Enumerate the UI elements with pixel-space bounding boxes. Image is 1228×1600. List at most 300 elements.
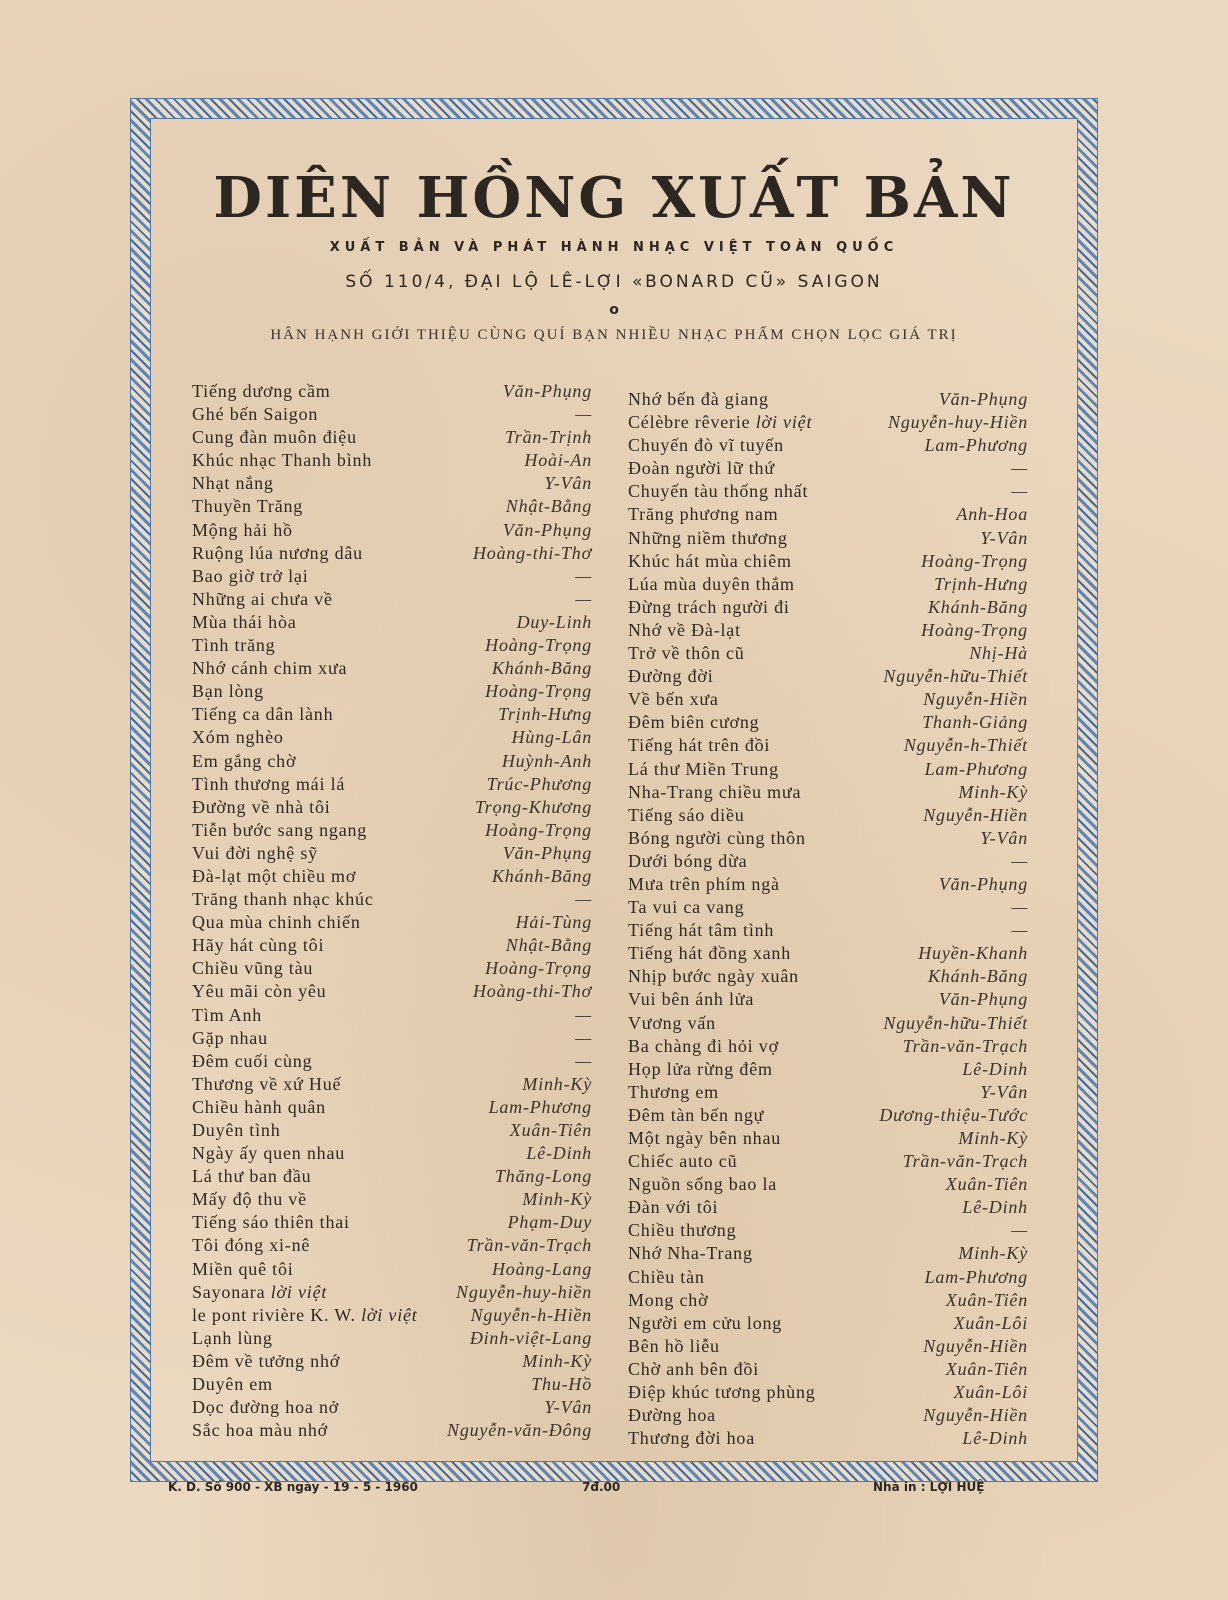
song-title-text: Tiếng sáo thiên thai: [192, 1212, 350, 1233]
song-title: [628, 1312, 782, 1335]
song-title-text: Ruộng lúa nương dâu: [192, 542, 363, 563]
song-row: [628, 965, 1028, 988]
song-title: [628, 1427, 755, 1450]
song-title: [192, 1373, 273, 1396]
song-title: [628, 850, 747, 873]
song-row: [192, 1327, 592, 1350]
composer-name: Trịnh-Hưng: [498, 704, 592, 725]
song-title-text: Nhịp bước ngày xuân: [628, 966, 799, 987]
song-list-right: [628, 388, 1028, 1450]
song-title-text: Mộng hải hồ: [192, 519, 293, 540]
song-title-text: Mong chờ: [628, 1289, 709, 1310]
composer-name: Minh-Kỳ: [522, 1189, 592, 1210]
song-title: [192, 680, 264, 703]
song-title: [192, 1419, 328, 1442]
song-row: [628, 1150, 1028, 1173]
composer-name: Y-Vân: [544, 1397, 592, 1418]
song-title-text: le pont rivière K. W.: [192, 1304, 356, 1325]
composer-name: Trọng-Khương: [474, 796, 592, 817]
composer-name: Xuân-Lôi: [953, 1382, 1028, 1403]
composer-name: Nhật-Bằng: [505, 935, 592, 956]
song-title: [192, 449, 372, 472]
song-title-text: Thuyền Trăng: [192, 496, 304, 517]
song-title: [628, 503, 778, 526]
composer-name: Hoàng-Trọng: [921, 619, 1028, 640]
song-title-text: Trăng thanh nhạc khúc: [192, 889, 374, 910]
song-title: [628, 573, 795, 596]
song-title: [192, 911, 361, 934]
composer-name: —: [575, 1027, 592, 1048]
song-title-text: Lúa mùa duyên thắm: [628, 573, 795, 594]
song-title-text: Chiếc auto cũ: [628, 1151, 738, 1172]
song-title: [628, 480, 808, 503]
song-row: [628, 573, 1028, 596]
song-title-text: Lá thư ban đầu: [192, 1166, 312, 1187]
song-title-text: Vui đời nghệ sỹ: [192, 842, 318, 863]
composer-name: Xuân-Tiên: [945, 1358, 1028, 1379]
song-title-text: Dọc đường hoa nở: [192, 1397, 340, 1418]
song-title-text: Tiễn bước sang ngang: [192, 819, 368, 840]
composer-name: Nguyễn-hữu-Thiết: [883, 666, 1028, 687]
composer-name: Hoàng-Trọng: [921, 550, 1028, 571]
song-row: [192, 703, 592, 726]
song-title-text: Em gắng chờ: [192, 750, 297, 771]
song-title: [192, 1142, 345, 1165]
song-title-text: Ghé bến Saigon: [192, 404, 319, 425]
song-row: [192, 1258, 592, 1281]
composer-name: Nguyễn-h-Hiền: [470, 1304, 592, 1325]
song-title: [192, 657, 347, 680]
song-row: [192, 911, 592, 934]
lyrics-note: lời việt: [755, 412, 813, 433]
song-row: [628, 1173, 1028, 1196]
song-row: [628, 434, 1028, 457]
song-row: [192, 1234, 592, 1257]
song-title: [192, 403, 318, 426]
song-title: [192, 611, 297, 634]
song-title-text: Tiếng dương cầm: [192, 381, 331, 401]
composer-name: Xuân-Tiên: [509, 1120, 592, 1140]
song-title-text: Những niềm thương: [628, 527, 788, 548]
song-title-text: Đường đời: [628, 666, 714, 687]
song-title: [628, 642, 745, 665]
song-row: [192, 865, 592, 888]
song-row: [192, 519, 592, 542]
song-title-text: Mưa trên phím ngà: [628, 873, 780, 894]
song-title-text: Tìm Anh: [192, 1004, 263, 1025]
song-title: [192, 703, 333, 726]
song-title: [192, 957, 313, 980]
song-title-text: Mấy độ thu về: [192, 1189, 307, 1210]
song-title-text: Một ngày bên nhau: [628, 1128, 782, 1148]
song-title: [192, 888, 374, 911]
song-title-text: Đoàn người lữ thứ: [628, 458, 775, 479]
song-title-text: Tiếng sáo diều: [628, 804, 745, 825]
song-title-text: Trở về thôn cũ: [628, 643, 745, 664]
song-title-text: Đường về nhà tôi: [192, 796, 331, 817]
composer-name: Minh-Kỳ: [958, 1128, 1028, 1148]
song-title-text: Đà-lạt một chiều mơ: [192, 865, 357, 886]
song-row: [192, 495, 592, 518]
license-number: K. D. Số 900 - XB ngày - 19 - 5 - 1960: [168, 1480, 418, 1494]
song-title: [192, 1350, 340, 1373]
song-title-text: Chiều vũng tàu: [192, 958, 314, 979]
song-title-text: Vương vấn: [628, 1012, 716, 1033]
song-row: [628, 1219, 1028, 1242]
song-row: [628, 503, 1028, 526]
song-row: [628, 1012, 1028, 1035]
song-title-text: Đêm tàn bến ngự: [628, 1104, 765, 1125]
song-title-text: Điệp khúc tương phùng: [628, 1382, 816, 1403]
song-title: [628, 1173, 777, 1196]
song-row: [628, 711, 1028, 734]
song-title-text: Tình trăng: [192, 635, 276, 656]
song-row: [628, 411, 1028, 434]
song-title-text: Thương em: [628, 1081, 719, 1102]
song-row: [628, 1312, 1028, 1335]
song-title: [628, 1289, 708, 1312]
song-title-text: Duyên tình: [192, 1120, 281, 1140]
song-row: [628, 665, 1028, 688]
song-row: [628, 1035, 1028, 1058]
song-title-text: Célèbre rêverie: [628, 412, 751, 433]
composer-name: Huyền-Khanh: [918, 943, 1028, 964]
song-title-text: Nhớ về Đà-lạt: [628, 619, 741, 640]
song-title: [192, 1396, 339, 1419]
song-title: [628, 1266, 705, 1289]
song-row: [192, 819, 592, 842]
composer-name: Hùng-Lân: [511, 727, 592, 748]
song-title-text: Đêm về tưởng nhớ: [192, 1350, 341, 1371]
song-row: [628, 988, 1028, 1011]
song-title: [192, 565, 309, 588]
song-title: [192, 726, 284, 749]
composer-name: Trịnh-Hưng: [934, 573, 1028, 594]
song-title-text: Gặp nhau: [192, 1027, 268, 1048]
song-row: [628, 388, 1028, 411]
song-row: [628, 457, 1028, 480]
song-title: [628, 619, 741, 642]
song-row: [628, 873, 1028, 896]
composer-name: Anh-Hoa: [956, 504, 1028, 525]
song-title-text: Nhớ cánh chim xưa: [192, 658, 348, 679]
song-row: [192, 1050, 592, 1073]
song-row: [192, 888, 592, 911]
song-title: [192, 980, 326, 1003]
song-title: [628, 1404, 716, 1427]
song-title-text: Mùa thái hòa: [192, 611, 297, 632]
composer-name: Nguyễn-Hiền: [923, 1405, 1028, 1426]
composer-name: Khánh-Băng: [928, 966, 1028, 987]
composer-name: —: [575, 1050, 592, 1071]
composer-name: Minh-Kỳ: [958, 781, 1028, 802]
composer-name: Hoàng-Trọng: [485, 958, 592, 979]
song-title: [628, 781, 801, 804]
song-title: [192, 1281, 327, 1304]
song-title-text: Bao giờ trở lại: [192, 565, 309, 586]
song-title-text: Yêu mãi còn yêu: [192, 981, 327, 1002]
song-row: [192, 1142, 592, 1165]
song-title: [192, 842, 318, 865]
song-title: [628, 1219, 736, 1242]
song-row: [192, 773, 592, 796]
song-title: [628, 550, 792, 573]
song-row: [192, 588, 592, 611]
song-row: [192, 403, 592, 426]
song-title-text: Trăng phương nam: [628, 504, 779, 525]
song-row: [628, 1127, 1028, 1150]
price: 7đ.00: [582, 1480, 621, 1494]
song-row: [628, 827, 1028, 850]
song-title-text: Thương đời hoa: [628, 1428, 755, 1449]
song-row: [628, 1196, 1028, 1219]
song-row: [192, 934, 592, 957]
song-title-text: Ba chàng đi hỏi vợ: [628, 1035, 779, 1056]
song-row: [192, 1373, 592, 1396]
composer-name: Trần-văn-Trạch: [902, 1151, 1028, 1172]
song-title-text: Đêm biên cương: [628, 712, 760, 733]
song-title-text: Chiều thương: [628, 1220, 737, 1241]
song-title: [192, 1234, 310, 1257]
song-title: [192, 588, 333, 611]
song-title-text: Tôi đóng xi-nê: [192, 1235, 311, 1256]
composer-name: Nhật-Bằng: [505, 496, 592, 517]
song-row: [628, 850, 1028, 873]
composer-name: Lam-Phương: [924, 758, 1028, 779]
composer-name: Phạm-Duy: [507, 1212, 592, 1233]
song-title-text: Ta vui ca vang: [628, 897, 745, 918]
composer-name: Duy-Linh: [516, 611, 592, 632]
song-title-text: Thương về xứ Huế: [192, 1073, 342, 1094]
lyrics-note: lời việt: [361, 1304, 418, 1325]
song-title-text: Cung đàn muôn điệu: [192, 427, 357, 448]
song-row: [628, 1358, 1028, 1381]
song-row: [628, 1266, 1028, 1289]
composer-name: Xuân-Tiên: [945, 1174, 1028, 1195]
composer-name: Hoài-An: [524, 450, 592, 471]
song-title-text: Tiếng ca dân lành: [192, 704, 334, 725]
song-row: [192, 1073, 592, 1096]
composer-name: —: [1011, 920, 1028, 941]
song-title-text: Nhớ bến đà giang: [628, 389, 769, 409]
song-title-text: Chiều tàn: [628, 1266, 705, 1287]
song-row: [628, 734, 1028, 757]
song-row: [192, 842, 592, 865]
song-title: [628, 457, 775, 480]
composer-name: Trần-Trịnh: [504, 427, 592, 448]
song-title: [628, 527, 788, 550]
song-title-text: Họp lửa rừng đêm: [628, 1058, 773, 1079]
song-title-text: Chuyến tàu thống nhất: [628, 481, 809, 502]
composer-name: Y-Vân: [980, 1081, 1028, 1102]
publisher-title: DIÊN HỒNG XUẤT BẢN: [213, 165, 1015, 231]
song-title-text: Dưới bóng dừa: [628, 850, 748, 871]
song-title: [628, 1150, 737, 1173]
song-row: [192, 726, 592, 749]
song-title: [628, 1058, 773, 1081]
composer-name: Khánh-Băng: [928, 596, 1028, 617]
song-title-text: Bóng người cùng thôn: [628, 827, 806, 848]
song-title: [628, 1012, 716, 1035]
song-title-text: Qua mùa chinh chiến: [192, 912, 361, 933]
song-title: [192, 542, 363, 565]
song-title-text: Lá thư Miền Trung: [628, 758, 779, 779]
song-title: [192, 1258, 294, 1281]
song-row: [192, 750, 592, 773]
song-row: [628, 896, 1028, 919]
song-title-text: Vui bên ánh lửa: [628, 989, 755, 1010]
song-row: [192, 1211, 592, 1234]
song-row: [192, 1281, 592, 1304]
composer-name: Lê-Dinh: [962, 1197, 1028, 1218]
song-title: [628, 1381, 816, 1404]
song-row: [192, 472, 592, 495]
song-title: [192, 796, 331, 819]
song-title: [192, 865, 356, 888]
composer-name: Nguyễn-Hiền: [923, 804, 1028, 825]
song-title: [628, 919, 774, 942]
song-row: [628, 642, 1028, 665]
song-title: [628, 1196, 718, 1219]
song-title: [192, 819, 367, 842]
composer-name: Nguyễn-Hiền: [923, 1335, 1028, 1356]
song-title-text: Đêm cuối cùng: [192, 1050, 313, 1071]
composer-name: Lê-Dinh: [962, 1428, 1028, 1449]
composer-name: —: [575, 588, 592, 609]
song-row: [628, 758, 1028, 781]
song-title-text: Tiếng hát tâm tình: [628, 920, 775, 941]
song-title-text: Những ai chưa về: [192, 588, 333, 609]
song-row: [192, 611, 592, 634]
song-title: [192, 1027, 268, 1050]
song-row: [628, 688, 1028, 711]
ornament-circle-icon: o: [609, 302, 619, 318]
song-row: [628, 1242, 1028, 1265]
song-title: [628, 827, 806, 850]
song-title-text: Miền quê tôi: [192, 1258, 294, 1279]
song-title: [192, 1096, 326, 1119]
composer-name: Huỳnh-Anh: [501, 750, 592, 771]
song-title-text: Tiếng hát trên đồi: [628, 735, 771, 756]
song-title: [192, 1004, 262, 1027]
composer-name: Nhị-Hà: [969, 643, 1028, 664]
composer-name: Thăng-Long: [494, 1166, 592, 1187]
song-title-text: Duyên em: [192, 1374, 273, 1395]
song-title: [192, 495, 303, 518]
song-row: [628, 1335, 1028, 1358]
composer-name: Y-Vân: [980, 527, 1028, 548]
song-title: [192, 1188, 307, 1211]
song-row: [628, 1427, 1028, 1450]
composer-name: Khánh-Băng: [492, 865, 592, 886]
song-title-text: Tiếng hát đồng xanh: [628, 943, 792, 964]
composer-name: Thu-Hồ: [531, 1374, 592, 1395]
song-list-left: [192, 380, 592, 1442]
song-title: [192, 1304, 418, 1327]
composer-name: —: [1011, 850, 1028, 871]
song-title-text: Hãy hát cùng tôi: [192, 935, 325, 956]
song-row: [192, 980, 592, 1003]
composer-name: Lê-Dinh: [526, 1143, 592, 1164]
song-row: [628, 781, 1028, 804]
song-title: [192, 634, 275, 657]
song-title: [192, 426, 357, 449]
song-row: [192, 1304, 592, 1327]
song-title-text: Khúc hát mùa chiêm: [628, 550, 792, 571]
composer-name: —: [575, 404, 592, 425]
composer-name: Hoàng-Trọng: [485, 819, 592, 840]
song-title: [192, 750, 296, 773]
song-title: [628, 965, 799, 988]
song-row: [628, 804, 1028, 827]
composer-name: Lam-Phương: [488, 1096, 592, 1117]
song-row: [628, 1081, 1028, 1104]
song-title: [628, 711, 759, 734]
song-title: [192, 1050, 312, 1073]
lyrics-note: lời việt: [270, 1281, 328, 1302]
song-title: [192, 773, 345, 796]
song-title-text: Đường hoa: [628, 1405, 716, 1426]
song-row: [192, 1419, 592, 1442]
composer-name: Văn-Phụng: [938, 989, 1028, 1010]
song-title: [192, 934, 324, 957]
song-row: [192, 449, 592, 472]
composer-name: Văn-Phụng: [502, 381, 592, 401]
composer-name: Khánh-Băng: [492, 658, 592, 679]
composer-name: Nguyễn-huy-Hiền: [888, 412, 1028, 433]
song-title-text: Về bến xưa: [628, 689, 719, 710]
composer-name: —: [1011, 897, 1028, 918]
song-title-text: Chuyến đò vĩ tuyến: [628, 435, 784, 456]
song-title-text: Chiều hành quân: [192, 1096, 326, 1117]
song-title-text: Lạnh lùng: [192, 1327, 273, 1348]
composer-name: —: [1011, 1220, 1028, 1241]
song-row: [628, 550, 1028, 573]
composer-name: Lam-Phương: [924, 435, 1028, 456]
song-title: [628, 1104, 764, 1127]
composer-name: Lê-Dinh: [962, 1058, 1028, 1079]
song-title-text: Ngày ấy quen nhau: [192, 1143, 346, 1164]
composer-name: Y-Vân: [544, 473, 592, 494]
song-row: [192, 1096, 592, 1119]
song-title: [192, 519, 293, 542]
song-row: [192, 634, 592, 657]
song-row: [628, 1289, 1028, 1312]
composer-name: Hoàng-thi-Thơ: [472, 542, 592, 563]
song-title: [628, 1035, 779, 1058]
song-title-text: Nhạt nắng: [192, 473, 274, 494]
song-title: [628, 804, 745, 827]
composer-name: Trần-văn-Trạch: [466, 1235, 592, 1256]
song-row: [628, 942, 1028, 965]
composer-name: Hải-Tùng: [515, 912, 592, 933]
song-title: [192, 380, 331, 403]
song-row: [192, 380, 592, 403]
song-row: [192, 1396, 592, 1419]
composer-name: Văn-Phụng: [938, 389, 1028, 409]
song-row: [628, 919, 1028, 942]
song-title: [628, 665, 714, 688]
song-row: [628, 619, 1028, 642]
song-row: [192, 1027, 592, 1050]
song-row: [192, 680, 592, 703]
composer-name: Minh-Kỳ: [522, 1350, 592, 1371]
song-row: [192, 657, 592, 680]
composer-name: —: [575, 565, 592, 586]
composer-name: Trần-văn-Trạch: [902, 1035, 1028, 1056]
composer-name: Hoàng-Trọng: [485, 635, 592, 656]
composer-name: —: [575, 1004, 592, 1025]
